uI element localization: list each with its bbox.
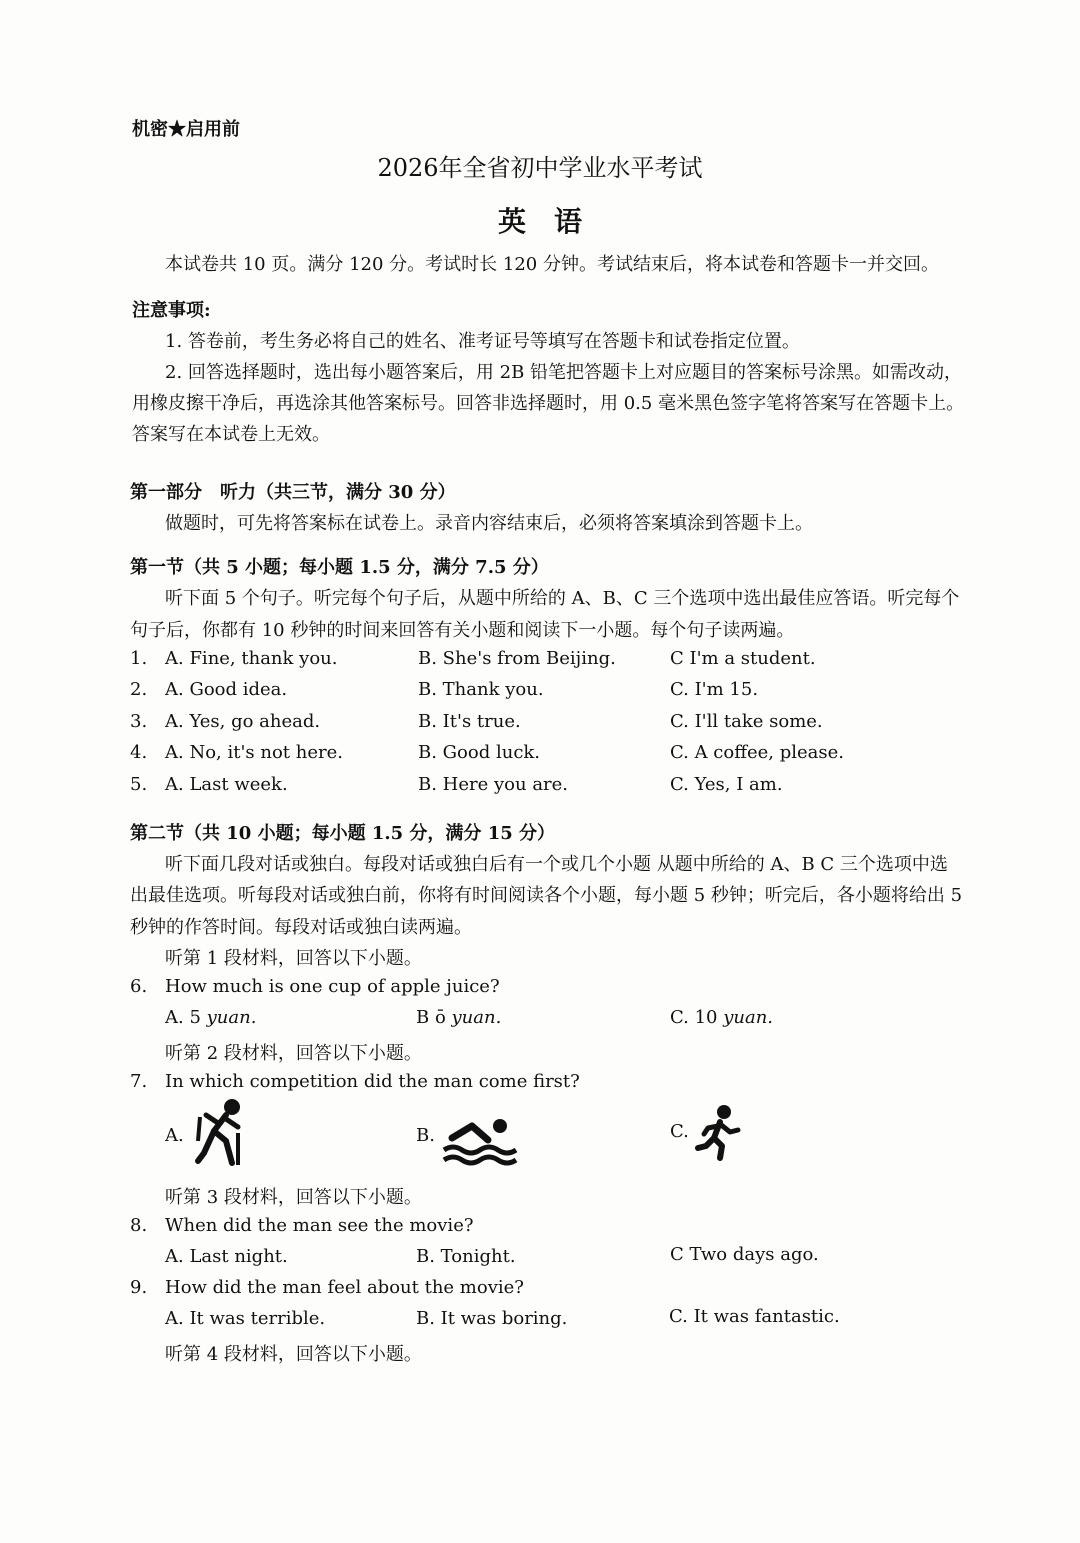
option-c: C. I'm 15. [670,679,759,700]
option-c: C. I'll take some. [670,711,823,732]
option-b: B. Here you are. [418,774,569,795]
confidential-label: 机密★启用前 [132,119,240,140]
question-7-option-c-label: C. [670,1121,689,1142]
question-7-option-b-label: B. [416,1125,435,1146]
question-6-text: How much is one cup of apple juice? [165,976,500,997]
material-3-label: 听第 3 段材料，回答以下小题。 [165,1187,422,1208]
question-9-option-c: C. It was fantastic. [669,1306,840,1327]
subject-title: 英 语 [497,205,582,238]
option-b: B. Good luck. [418,742,541,763]
part1-heading: 第一部分 听力（共三节，满分 30 分） [130,482,456,503]
section1-heading: 第一节（共 5 小题；每小题 1.5 分，满分 7.5 分） [130,557,549,578]
section2-instruction-line-2: 出最佳选项。听每段对话或独白前，你将有时间阅读各个小题，每小题 5 秒钟；听完后，各小题将给出 5 [130,885,963,906]
option-b: B. She's from Beijing. [418,648,616,669]
question-number: 3. [130,711,148,732]
material-4-label: 听第 4 段材料，回答以下小题。 [165,1344,422,1365]
question-8-number: 8. [130,1215,148,1236]
section1-instruction-line-2: 句子后，你都有 10 秒钟的时间来回答有关小题和阅读下一小题。每个句子读两遍。 [130,620,795,641]
question-9-option-a: A. It was terrible. [165,1308,326,1329]
question-8-option-b: B. Tonight. [416,1246,516,1267]
option-c: C. A coffee, please. [670,742,845,763]
question-number: 5. [130,774,148,795]
swimming-icon [442,1114,518,1166]
material-2-label: 听第 2 段材料，回答以下小题。 [165,1043,422,1064]
question-9-text: How did the man feel about the movie? [165,1277,524,1298]
notes-item-2-line-3: 答案写在本试卷上无效。 [132,424,330,445]
question-6-option-a: A. 5 yuan. [165,1007,257,1028]
option-a: A. Yes, go ahead. [165,711,321,732]
option-a: A. Good idea. [165,679,288,700]
question-6-number: 6. [130,976,148,997]
climbing-icon [192,1097,248,1167]
option-c: C I'm a student. [670,648,816,669]
question-8-text: When did the man see the movie? [165,1215,474,1236]
option-c: C. Yes, I am. [670,774,783,795]
option-b: B. It's true. [418,711,521,732]
question-6-option-c: C. 10 yuan. [670,1007,774,1028]
notes-item-2-line-1: 2. 回答选择题时，选出每小题答案后，用 2B 铅笔把答题卡上对应题目的答案标号涂黑。如需改动， [165,362,963,383]
question-number: 1. [130,648,148,669]
question-7-text: In which competition did the man come first? [165,1071,580,1092]
question-6-option-b: B ō yuan. [416,1007,502,1028]
exam-title: 2026年全省初中学业水平考试 [377,154,703,182]
option-a: A. Last week. [165,774,288,795]
exam-intro: 本试卷共 10 页。满分 120 分。考试时长 120 分钟。考试结束后，将本试卷和答题卡一并交回。 [165,254,939,275]
question-8-option-a: A. Last night. [165,1246,288,1267]
question-8-option-c: C Two days ago. [670,1244,819,1265]
question-7-option-a-label: A. [165,1125,184,1146]
question-number: 2. [130,679,148,700]
part1-instruction: 做题时，可先将答案标在试卷上。录音内容结束后，必须将答案填涂到答题卡上。 [165,513,813,534]
option-a: A. Fine, thank you. [165,648,338,669]
notes-heading: 注意事项: [132,300,211,321]
section2-instruction-line-3: 秒钟的作答时间。每段对话或独白读两遍。 [130,917,472,938]
section1-instruction-line-1: 听下面 5 个句子。听完每个句子后，从题中所给的 A、B、C 三个选项中选出最佳应答语。听完每个 [165,588,960,609]
section2-heading: 第二节（共 10 小题；每小题 1.5 分，满分 15 分） [130,823,556,844]
material-1-label: 听第 1 段材料，回答以下小题。 [165,948,422,969]
notes-item-2-line-2: 用橡皮擦干净后，再选涂其他答案标号。回答非选择题时，用 0.5 毫米黑色签字笔将答案写在答题卡上。 [132,393,965,414]
notes-item-1: 1. 答卷前，考生务必将自己的姓名、准考证号等填写在答题卡和试卷指定位置。 [165,331,800,352]
option-b: B. Thank you. [418,679,544,700]
question-9-option-b: B. It was boring. [416,1308,568,1329]
section2-instruction-line-1: 听下面几段对话或独白。每段对话或独白后有一个或几个小题 从题中所给的 A、B C 三个选项中选 [165,854,948,875]
running-icon [694,1104,744,1162]
question-number: 4. [130,742,148,763]
question-9-number: 9. [130,1277,148,1298]
option-a: A. No, it's not here. [165,742,343,763]
question-7-number: 7. [130,1071,148,1092]
